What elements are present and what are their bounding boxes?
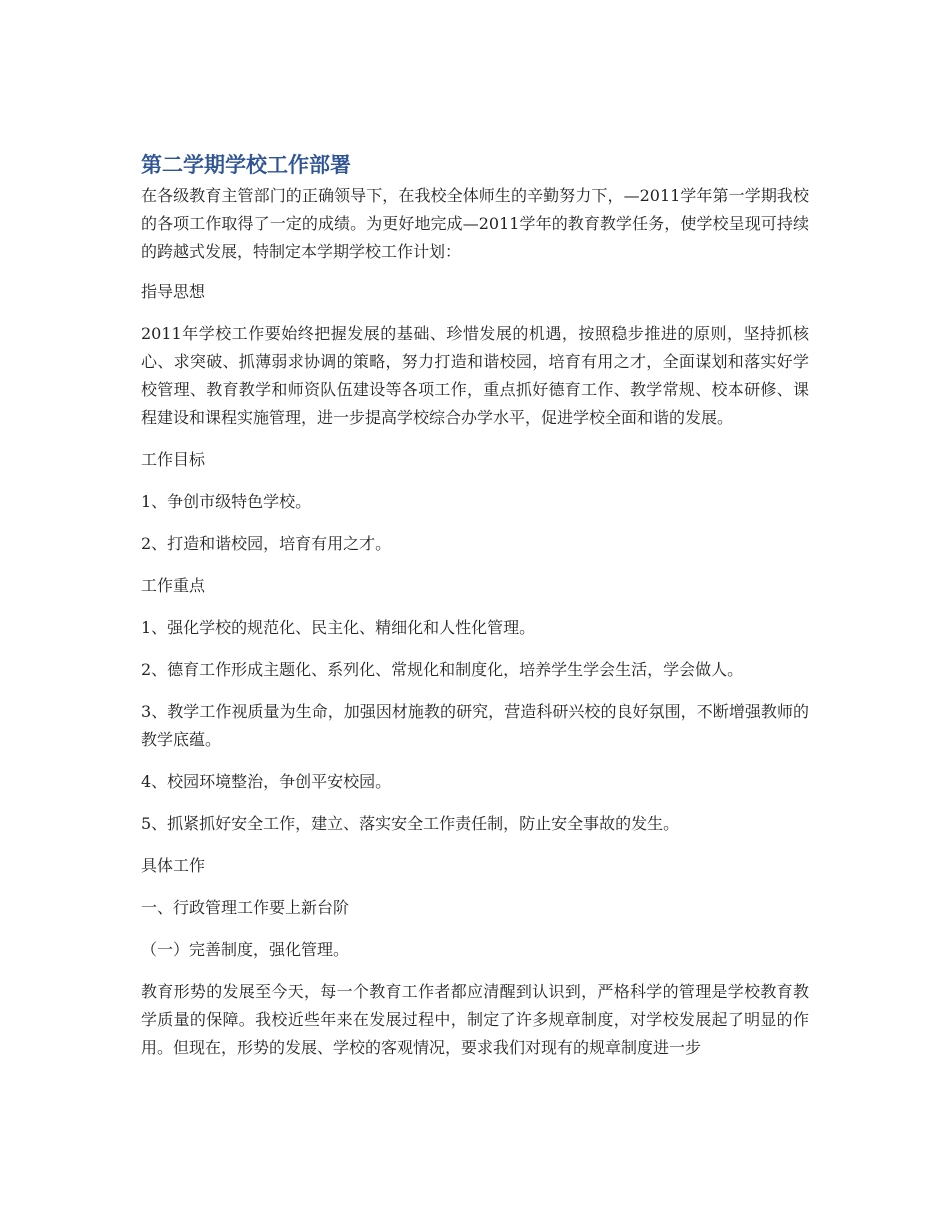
- section-heading-work-goals: 工作目标: [141, 450, 206, 469]
- goal-item-1: 1、争创市级特色学校。: [141, 492, 312, 511]
- focus-item-4: 4、校园环境整治，争创平安校园。: [141, 772, 392, 791]
- intro-paragraph: 在各级教育主管部门的正确领导下，在我校全体师生的辛勤努力下，—2011学年第一学期我校的各项工作取得了一定的成绩。为更好地完成—2011学年的教育教学任务，使学校呈现可持续的跨越式发展，特制定本学期学校工作计划：: [141, 186, 809, 261]
- focus-item-1: 1、强化学校的规范化、民主化、精细化和人性化管理。: [141, 618, 536, 637]
- section-heading-specific-work: 具体工作: [141, 856, 206, 875]
- section-heading-guiding-thought: 指导思想: [141, 282, 206, 301]
- document-title: 第二学期学校工作部署: [141, 153, 351, 177]
- focus-item-5: 5、抓紧抓好安全工作，建立、落实安全工作责任制，防止安全事故的发生。: [141, 814, 680, 833]
- focus-item-2: 2、德育工作形成主题化、系列化、常规化和制度化，培养学生学会生活，学会做人。: [141, 660, 744, 679]
- focus-item-3: 3、教学工作视质量为生命，加强因材施教的研究，营造科研兴校的良好氛围，不断增强教师的教学底蕴。: [141, 702, 809, 749]
- subsection-heading-admin: 一、行政管理工作要上新台阶: [141, 898, 350, 917]
- guiding-thought-paragraph: 2011年学校工作要始终把握发展的基础、珍惜发展的机遇，按照稳步推进的原则，坚持抓核心、求突破、抓薄弱求协调的策略，努力打造和谐校园，培育有用之才，全面谋划和落实好学校管理、教育教学和师资队伍建设等各项工作，重点抓好德育工作、教学常规、校本研修、课程建设和课程实施管理，进一步提高学校综合办学水平，促进学校全面和谐的发展。: [141, 324, 809, 427]
- document-body: [141, 150, 809, 1076]
- section-heading-work-focus: 工作重点: [141, 576, 206, 595]
- system-paragraph: 教育形势的发展至今天，每一个教育工作者都应清醒到认识到，严格科学的管理是学校教育教学质量的保障。我校近些年来在发展过程中，制定了许多规章制度，对学校发展起了明显的作用。但现在，形势的发展、学校的客观情况，要求我们对现有的规章制度进一步: [141, 982, 809, 1057]
- goal-item-2: 2、打造和谐校园，培育有用之才。: [141, 534, 392, 553]
- subsection-heading-system: （一）完善制度，强化管理。: [141, 940, 350, 959]
